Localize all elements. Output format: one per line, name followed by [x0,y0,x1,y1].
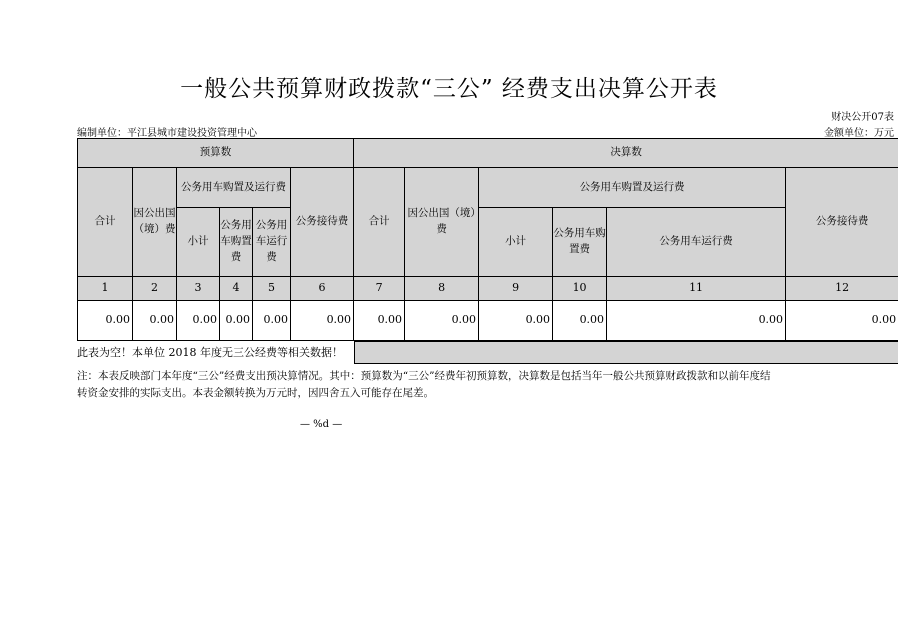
final-reception-header: 公务接待费 [786,168,898,277]
value-cell: 0.00 [220,301,253,341]
final-car-running-header: 公务用车运行费 [607,208,786,277]
table-note: 注：本表反映部门本年度“三公”经费支出预决算情况。其中：预算数为“三公”经费年初预算数，决算数是包括当年一般公共预算财政拨款和以前年度结转资金安排的实际支出。本表金额转换为万元时，因四舍五入可能存在尾差。 [77,370,771,399]
final-total-header: 合计 [354,168,405,277]
budget-abroad-header: 因公出国（境）费 [133,168,177,277]
value-cell: 0.00 [479,301,553,341]
budget-car-group-header: 公务用车购置及运行费 [177,168,291,208]
budget-car-purchase-header: 公务用车购置费 [220,208,253,277]
empty-notice-shaded-cell [354,341,898,364]
compiling-unit: 编制单位：平江县城市建设投资管理中心 [77,128,257,139]
value-cell: 0.00 [553,301,607,341]
three-public-expenditure-table [77,138,898,341]
final-abroad-header: 因公出国（境）费 [405,168,479,277]
col-number: 11 [607,277,786,301]
col-number: 9 [479,277,553,301]
budget-reception-header: 公务接待费 [291,168,354,277]
col-number: 5 [253,277,291,301]
form-number: 财决公开07表 [831,112,894,123]
budget-car-running-header: 公务用车运行费 [253,208,291,277]
empty-notice: 此表为空！本单位 2018 年度无三公经费等相关数据！ [77,346,343,359]
final-car-group-header: 公务用车购置及运行费 [479,168,786,208]
final-subtotal-header: 小计 [479,208,553,277]
value-cell: 0.00 [786,301,898,341]
value-cell: 0.00 [253,301,291,341]
value-cell: 0.00 [133,301,177,341]
budget-subtotal-header: 小计 [177,208,220,277]
col-number: 1 [78,277,133,301]
empty-notice-row [77,341,898,364]
col-number: 6 [291,277,354,301]
final-group-header: 决算数 [354,139,898,168]
value-cell: 0.00 [607,301,786,341]
page-title: 一般公共预算财政拨款“三公” 经费支出决算公开表 [180,76,718,102]
col-number: 3 [177,277,220,301]
budget-total-header: 合计 [78,168,133,277]
page-number: — %d — [300,419,343,430]
value-cell: 0.00 [78,301,133,341]
col-number: 4 [220,277,253,301]
value-cell: 0.00 [354,301,405,341]
col-number: 10 [553,277,607,301]
col-number: 2 [133,277,177,301]
value-cell: 0.00 [291,301,354,341]
value-cell: 0.00 [177,301,220,341]
col-number: 7 [354,277,405,301]
final-car-purchase-header: 公务用车购置费 [553,208,607,277]
col-number: 8 [405,277,479,301]
budget-group-header: 预算数 [78,139,354,168]
amount-unit: 金额单位：万元 [824,128,894,139]
value-cell: 0.00 [405,301,479,341]
col-number: 12 [786,277,898,301]
